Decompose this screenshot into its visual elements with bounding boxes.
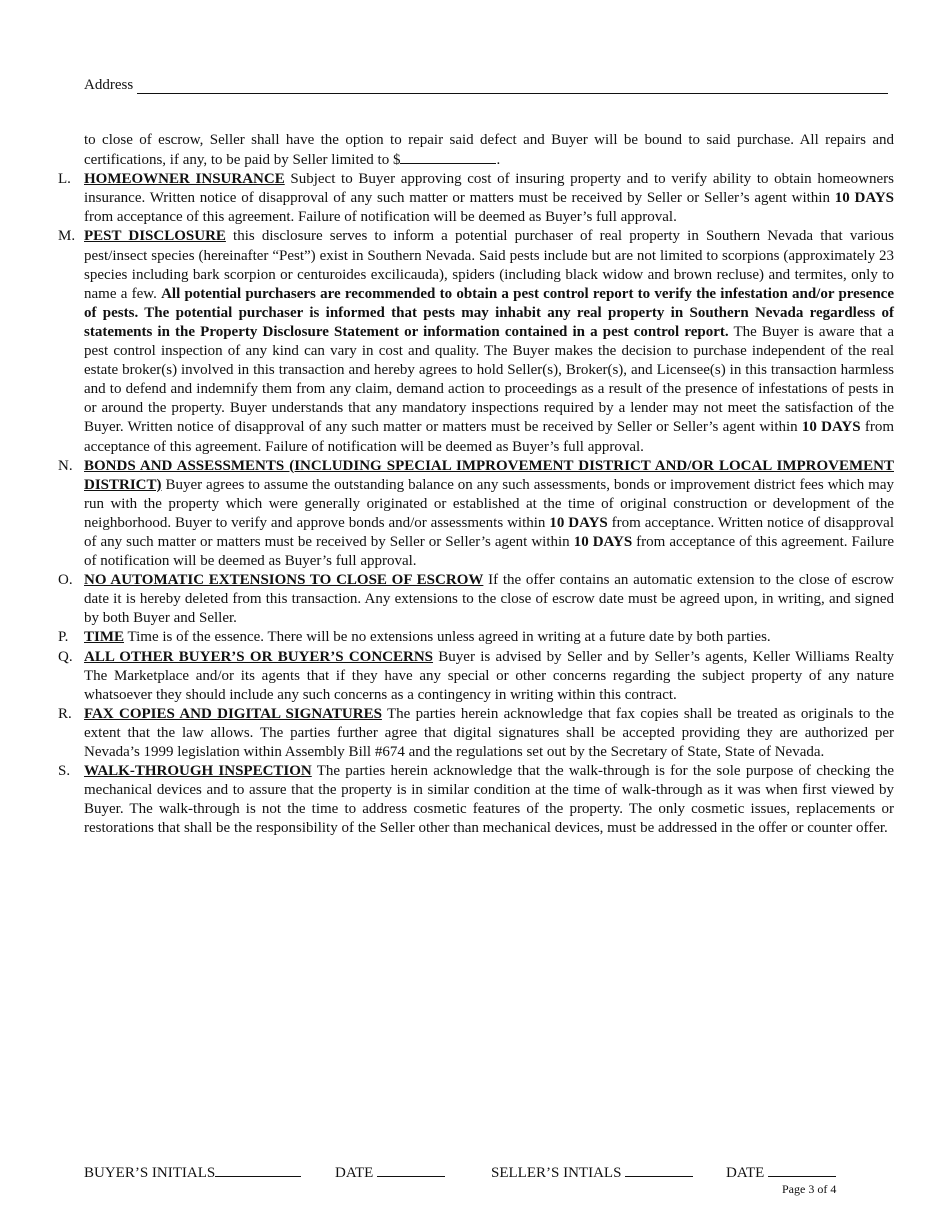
section-heading: BONDS AND ASSESSMENTS (INCLUDING SPECIAL IMPROVEMENT DISTRICT AND/OR LOCAL IMPROVEMENT DISTRICT)	[84, 457, 894, 493]
intro-text: to close of escrow, Seller shall have the option to repair said defect and Buyer will be bound to said purchase. All repairs and certifications, if any, to be paid by Seller limited to $	[84, 132, 894, 169]
section-letter: R.	[58, 705, 72, 722]
section-heading: HOMEOWNER INSURANCE	[84, 171, 285, 188]
repair-limit-blank[interactable]	[400, 150, 496, 164]
page-number: Page 3 of 4	[782, 1182, 837, 1196]
section-m: M. PEST DISCLOSURE this disclosure serves to inform a potential purchaser of real property in Southern Nevada that various pest/insect species (hereinafter “Pest”) exist in Southern Nevada. Said pests include but are not limited to scorpions (approximately 23 species including bark scorpion or centuroides excilicauda), spiders (including black widow and brown recluse) and termites, only to name a few. All potential purchasers are recommended to obtain a pest control report to verify the infestation and/or presence of pests. The potential purchaser is informed that pests may inhabit any real property in Southern Nevada regardless of statements in the Property Disclosure Statement or information contained in a pest control report. The Buyer is aware that a pest control inspection of any kind can vary in cost and quality. The Buyer makes the decision to purchase independent of the real estate broker(s) involved in this transaction and hereby agrees to hold Seller(s), Broker(s), and Licensee(s) in this transaction harmless and to defend and indemnify them from any claim, demand action to proceedings as a result of the presence of infestations of pests in or around the property. Buyer understands that any mandatory inspections required by a lender may not meet the satisfaction of the Buyer. Written notice of disapproval of any such matter or matters must be received by Seller or Seller’s agent within 10 DAYS from acceptance of this agreement. Failure of notification will be deemed as Buyer’s full approval.	[58, 228, 894, 455]
contract-body	[58, 131, 894, 838]
section-letter: N.	[58, 457, 73, 474]
section-l: L. HOMEOWNER INSURANCE Subject to Buyer approving cost of insuring property and to verify ability to obtain homeowners insurance. Written notice of disapproval of any such matter or matters must be received by Seller or Seller’s agent within 10 DAYS from acceptance of this agreement. Failure of notification will be deemed as Buyer’s full approval.	[58, 171, 895, 226]
buyer-initials-blank[interactable]	[215, 1162, 301, 1177]
section-letter: S.	[58, 763, 71, 780]
date-label: DATE	[726, 1165, 765, 1181]
date-label: DATE	[335, 1165, 374, 1181]
seller-initials-blank[interactable]	[625, 1162, 693, 1177]
section-heading: FAX COPIES AND DIGITAL SIGNATURES	[84, 705, 382, 722]
section-r: R. FAX COPIES AND DIGITAL SIGNATURES The parties herein acknowledge that fax copies shall be treated as originals to the extent that the law allows. The parties further agree that digital signatures shall be accepted providing they are authorized per Nevada’s 1999 legislation within Assembly Bill #674 and the regulations set out by the Secretary of State, State of Nevada.	[58, 705, 894, 760]
address-label: Address	[84, 77, 134, 93]
initials-footer	[84, 1162, 884, 1182]
section-heading: WALK-THROUGH INSPECTION	[84, 763, 312, 780]
section-heading: PEST DISCLOSURE	[84, 228, 226, 245]
section-letter: M.	[58, 228, 76, 245]
section-s: S. WALK-THROUGH INSPECTION The parties herein acknowledge that the walk-through is for the sole purpose of checking the mechanical devices and to assure that the property is in similar condition at the time of walk-through as it was when first viewed by Buyer. The walk-through is not the time to address cosmetic features of the property. The only cosmetic issues, replacements or restorations that shall be the responsibility of the Seller other than mechanical devices, must be addressed in the offer or counter offer.	[58, 763, 894, 837]
buyer-initials-label: BUYER’S INITIALS	[84, 1165, 216, 1181]
section-q: Q. ALL OTHER BUYER’S OR BUYER’S CONCERNS Buyer is advised by Seller and by Seller’s agents, Keller Williams Realty The Marketplace and/or its agents that if they have any special or other concerns regarding the subject property of any nature whatsoever they should include any such concerns as a contingency in writing within this contract.	[58, 648, 895, 703]
section-o: O. NO AUTOMATIC EXTENSIONS TO CLOSE OF ESCROW If the offer contains an automatic extension to the close of escrow date it is hereby deleted from this transaction. Any extensions to the close of escrow date must be agreed upon, in writing, and signed by both Buyer and Seller.	[58, 572, 894, 627]
section-heading: NO AUTOMATIC EXTENSIONS TO CLOSE OF ESCROW	[84, 572, 484, 589]
section-p: P. TIME Time is of the essence. There will be no extensions unless agreed in writing at a future date by both parties.	[58, 628, 894, 647]
section-letter: P.	[58, 629, 69, 646]
seller-initials-label: SELLER’S INTIALS	[491, 1165, 622, 1181]
address-input-line[interactable]	[137, 78, 888, 94]
section-n: N. BONDS AND ASSESSMENTS (INCLUDING SPECIAL IMPROVEMENT DISTRICT AND/OR LOCAL IMPROVEMENT DISTRICT) Buyer agrees to assume the outstanding balance on any such assessments, bonds or improvement district fees which may run with the property which were generally originated or established at the time of original construction or development of the neighborhood. Buyer to verify and approve bonds and/or assessments within 10 DAYS from acceptance. Written notice of disapproval of any such matter or matters must be received by Seller or Seller’s agent within 10 DAYS from acceptance of this agreement. Failure of notification will be deemed as Buyer’s full approval.	[58, 457, 895, 570]
section-letter: L.	[58, 171, 71, 188]
address-row	[84, 74, 888, 94]
section-heading: ALL OTHER BUYER’S OR BUYER’S CONCERNS	[84, 648, 434, 665]
buyer-date-blank[interactable]	[377, 1162, 445, 1177]
seller-date-blank[interactable]	[768, 1162, 836, 1177]
section-letter: Q.	[58, 648, 73, 665]
section-heading: TIME	[84, 629, 125, 646]
intro-paragraph: to close of escrow, Seller shall have the option to repair said defect and Buyer will be bound to said purchase. All repairs and certifications, if any, to be paid by Seller limited to $ .	[84, 132, 894, 169]
section-letter: O.	[58, 572, 73, 589]
